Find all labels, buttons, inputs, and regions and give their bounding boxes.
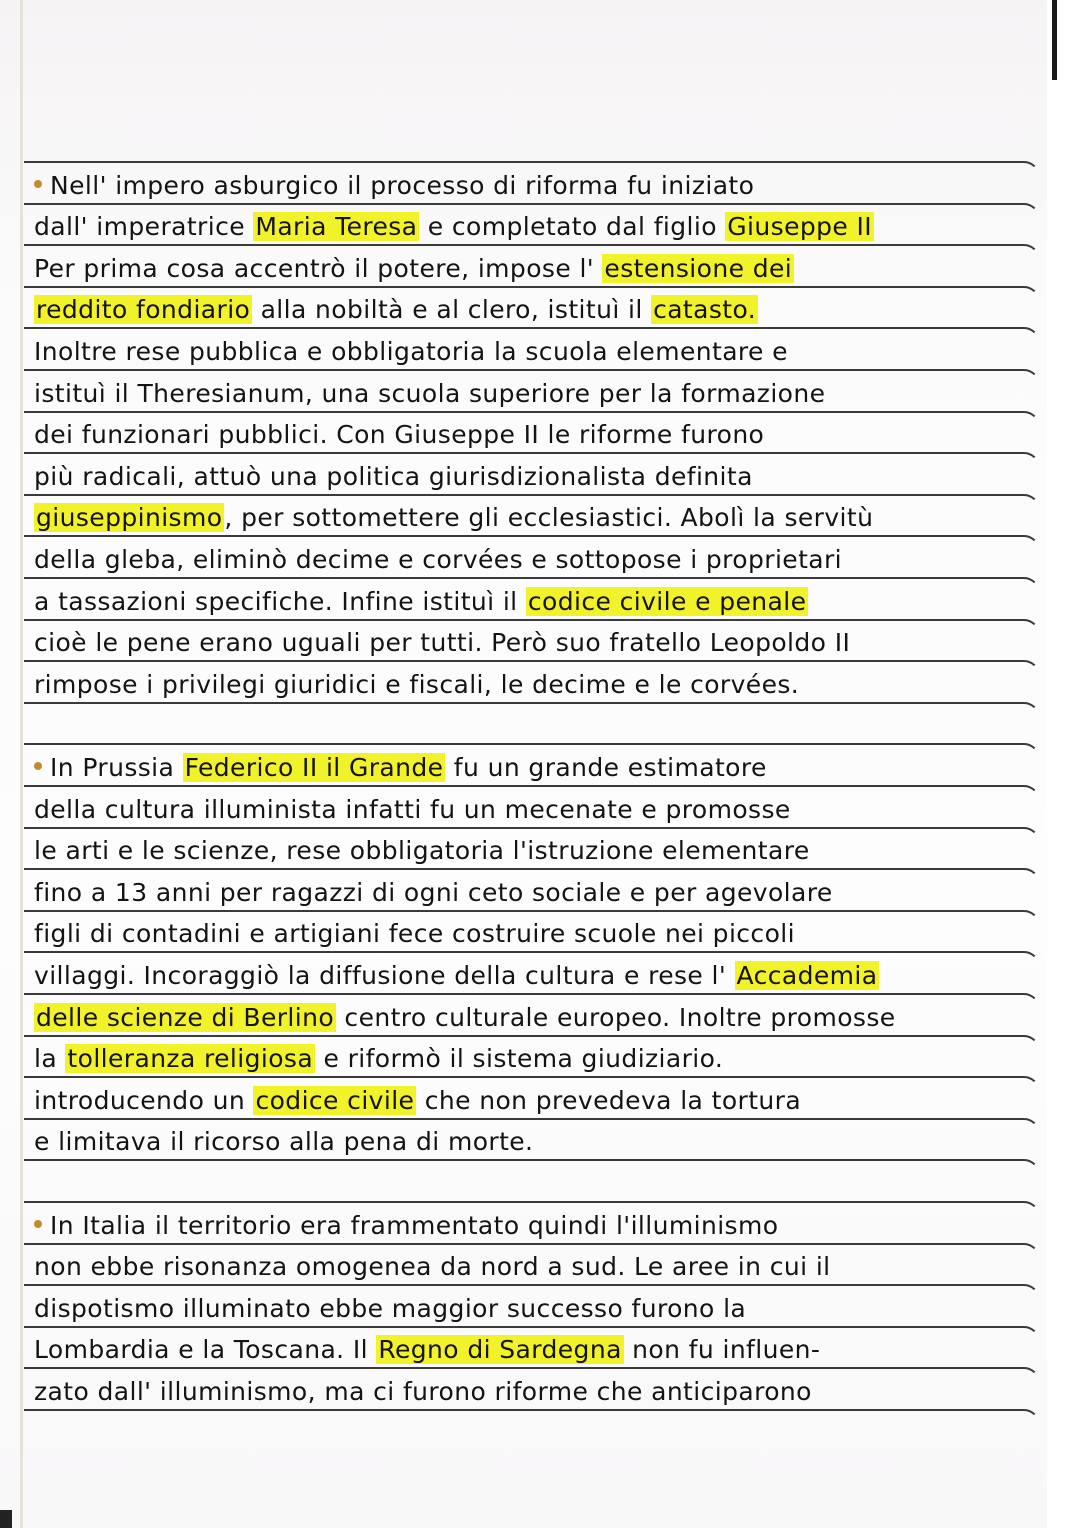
note-text: che non prevedeva la tortura	[416, 1085, 802, 1115]
note-line	[34, 499, 1044, 537]
highlighted-text: codice civile	[255, 1085, 415, 1115]
note-line	[34, 583, 1044, 621]
note-text: rimpose i privilegi giuridici e fiscali, le decime e le corvées.	[34, 669, 800, 699]
highlighted-text: giuseppinismo	[36, 503, 223, 533]
note-text: non ebbe risonanza omogenea da nord a sud. Le aree in cui il	[34, 1252, 831, 1282]
bullet-dot-icon	[34, 1220, 42, 1228]
note-line	[34, 291, 1044, 329]
note-text: zato dall' illuminismo, ma ci furono riforme che anticiparono	[34, 1377, 812, 1406]
note-line	[34, 1082, 1044, 1120]
note-line	[34, 541, 1044, 579]
note-line	[34, 208, 1044, 246]
note-text: In Prussia	[50, 753, 183, 782]
note-text: le arti e le scienze, rese obbligatoria l'istruzione elementare	[34, 836, 810, 866]
highlighted-text: tolleranza religiosa	[67, 1044, 314, 1074]
note-text: alla nobiltà e al clero, istituì il	[252, 295, 652, 325]
note-line	[34, 666, 1044, 704]
note-line	[34, 1331, 1044, 1369]
note-line	[34, 624, 1044, 662]
note-text: fino a 13 anni per ragazzi di ogni ceto sociale e per agevolare	[34, 877, 833, 907]
highlighted-text: Regno di Sardegna	[378, 1335, 622, 1365]
binding-shadow	[1052, 0, 1057, 80]
ruled-line	[24, 743, 1024, 745]
page-edge	[1047, 0, 1080, 1528]
note-text: la	[34, 1044, 66, 1074]
note-text: e limitava il ricorso alla pena di morte.	[34, 1127, 534, 1157]
note-line	[34, 458, 1044, 496]
note-line	[34, 1207, 1044, 1245]
highlighted-text: delle scienze di Berlino	[36, 1002, 335, 1032]
note-line	[34, 167, 1044, 205]
note-text: centro culturale europeo. Inoltre promosse	[336, 1002, 896, 1032]
note-line	[34, 1373, 1044, 1411]
note-text: non fu influen-	[623, 1335, 821, 1365]
note-text: villaggi. Incoraggiò la diffusione della cultura e rese l'	[34, 961, 735, 990]
highlighted-text: Accademia	[736, 961, 878, 990]
highlighted-text: Federico II il Grande	[184, 753, 444, 782]
highlighted-text: codice civile e penale	[527, 586, 807, 616]
note-text: figli di contadini e artigiani fece costruire scuole nei piccoli	[34, 919, 795, 949]
note-text: dispotismo illuminato ebbe maggior successo furono la	[34, 1293, 747, 1323]
note-line	[34, 333, 1044, 371]
highlighted-text: catasto.	[653, 295, 757, 325]
corner-shadow	[0, 1510, 12, 1528]
highlighted-text: Maria Teresa	[255, 212, 418, 242]
note-text: dei funzionari pubblici. Con Giuseppe II le riforme furono	[34, 420, 765, 450]
note-line	[34, 832, 1044, 870]
highlighted-text: Giuseppe II	[727, 212, 873, 242]
highlighted-text: estensione dei	[604, 253, 793, 283]
note-text: Lombardia e la Toscana. Il	[34, 1335, 377, 1365]
note-line	[34, 250, 1044, 288]
note-text: , per sottomettere gli ecclesiastici. Abolì la servitù	[224, 503, 874, 533]
note-text: introducendo un	[34, 1085, 254, 1115]
note-text: Nell' impero asburgico il processo di riforma fu iniziato	[50, 170, 755, 200]
note-text: Per prima cosa accentrò il potere, impose l'	[34, 253, 603, 283]
margin-line	[20, 0, 23, 1528]
note-text: dall' imperatrice	[34, 212, 254, 242]
note-text: della gleba, eliminò decime e corvées e sottopose i proprietari	[34, 545, 843, 574]
note-line	[34, 749, 1044, 787]
note-text: Inoltre rese pubblica e obbligatoria la scuola elementare e	[34, 337, 788, 366]
ruled-line	[24, 1201, 1024, 1203]
note-line	[34, 416, 1044, 454]
note-text: In Italia il territorio era frammentato quindi l'illuminismo	[50, 1210, 779, 1240]
note-text: istituì il Theresianum, una scuola superiore per la formazione	[34, 378, 826, 408]
note-line	[34, 375, 1044, 413]
note-text: cioè le pene erano uguali per tutti. Però suo fratello Leopoldo II	[34, 628, 851, 658]
note-text: fu un grande estimatore	[445, 753, 767, 782]
note-line	[34, 1040, 1044, 1078]
note-text: della cultura illuminista infatti fu un mecenate e promosse	[34, 794, 791, 824]
note-line	[34, 791, 1044, 829]
note-text: più radicali, attuò una politica giurisdizionalista definita	[34, 461, 753, 491]
ruled-line	[24, 161, 1024, 163]
note-line	[34, 999, 1044, 1037]
note-text: a tassazioni specifiche. Infine istituì il	[34, 586, 526, 616]
note-line	[34, 1123, 1044, 1161]
note-line	[34, 915, 1044, 953]
bullet-dot-icon	[34, 180, 42, 188]
note-line	[34, 1290, 1044, 1328]
note-text: e completato dal figlio	[419, 212, 726, 242]
note-line	[34, 957, 1044, 995]
note-line	[34, 874, 1044, 912]
note-line	[34, 1248, 1044, 1286]
bullet-dot-icon	[34, 762, 42, 770]
note-text: e riformò il sistema giudiziario.	[315, 1044, 724, 1074]
highlighted-text: reddito fondiario	[36, 295, 251, 325]
